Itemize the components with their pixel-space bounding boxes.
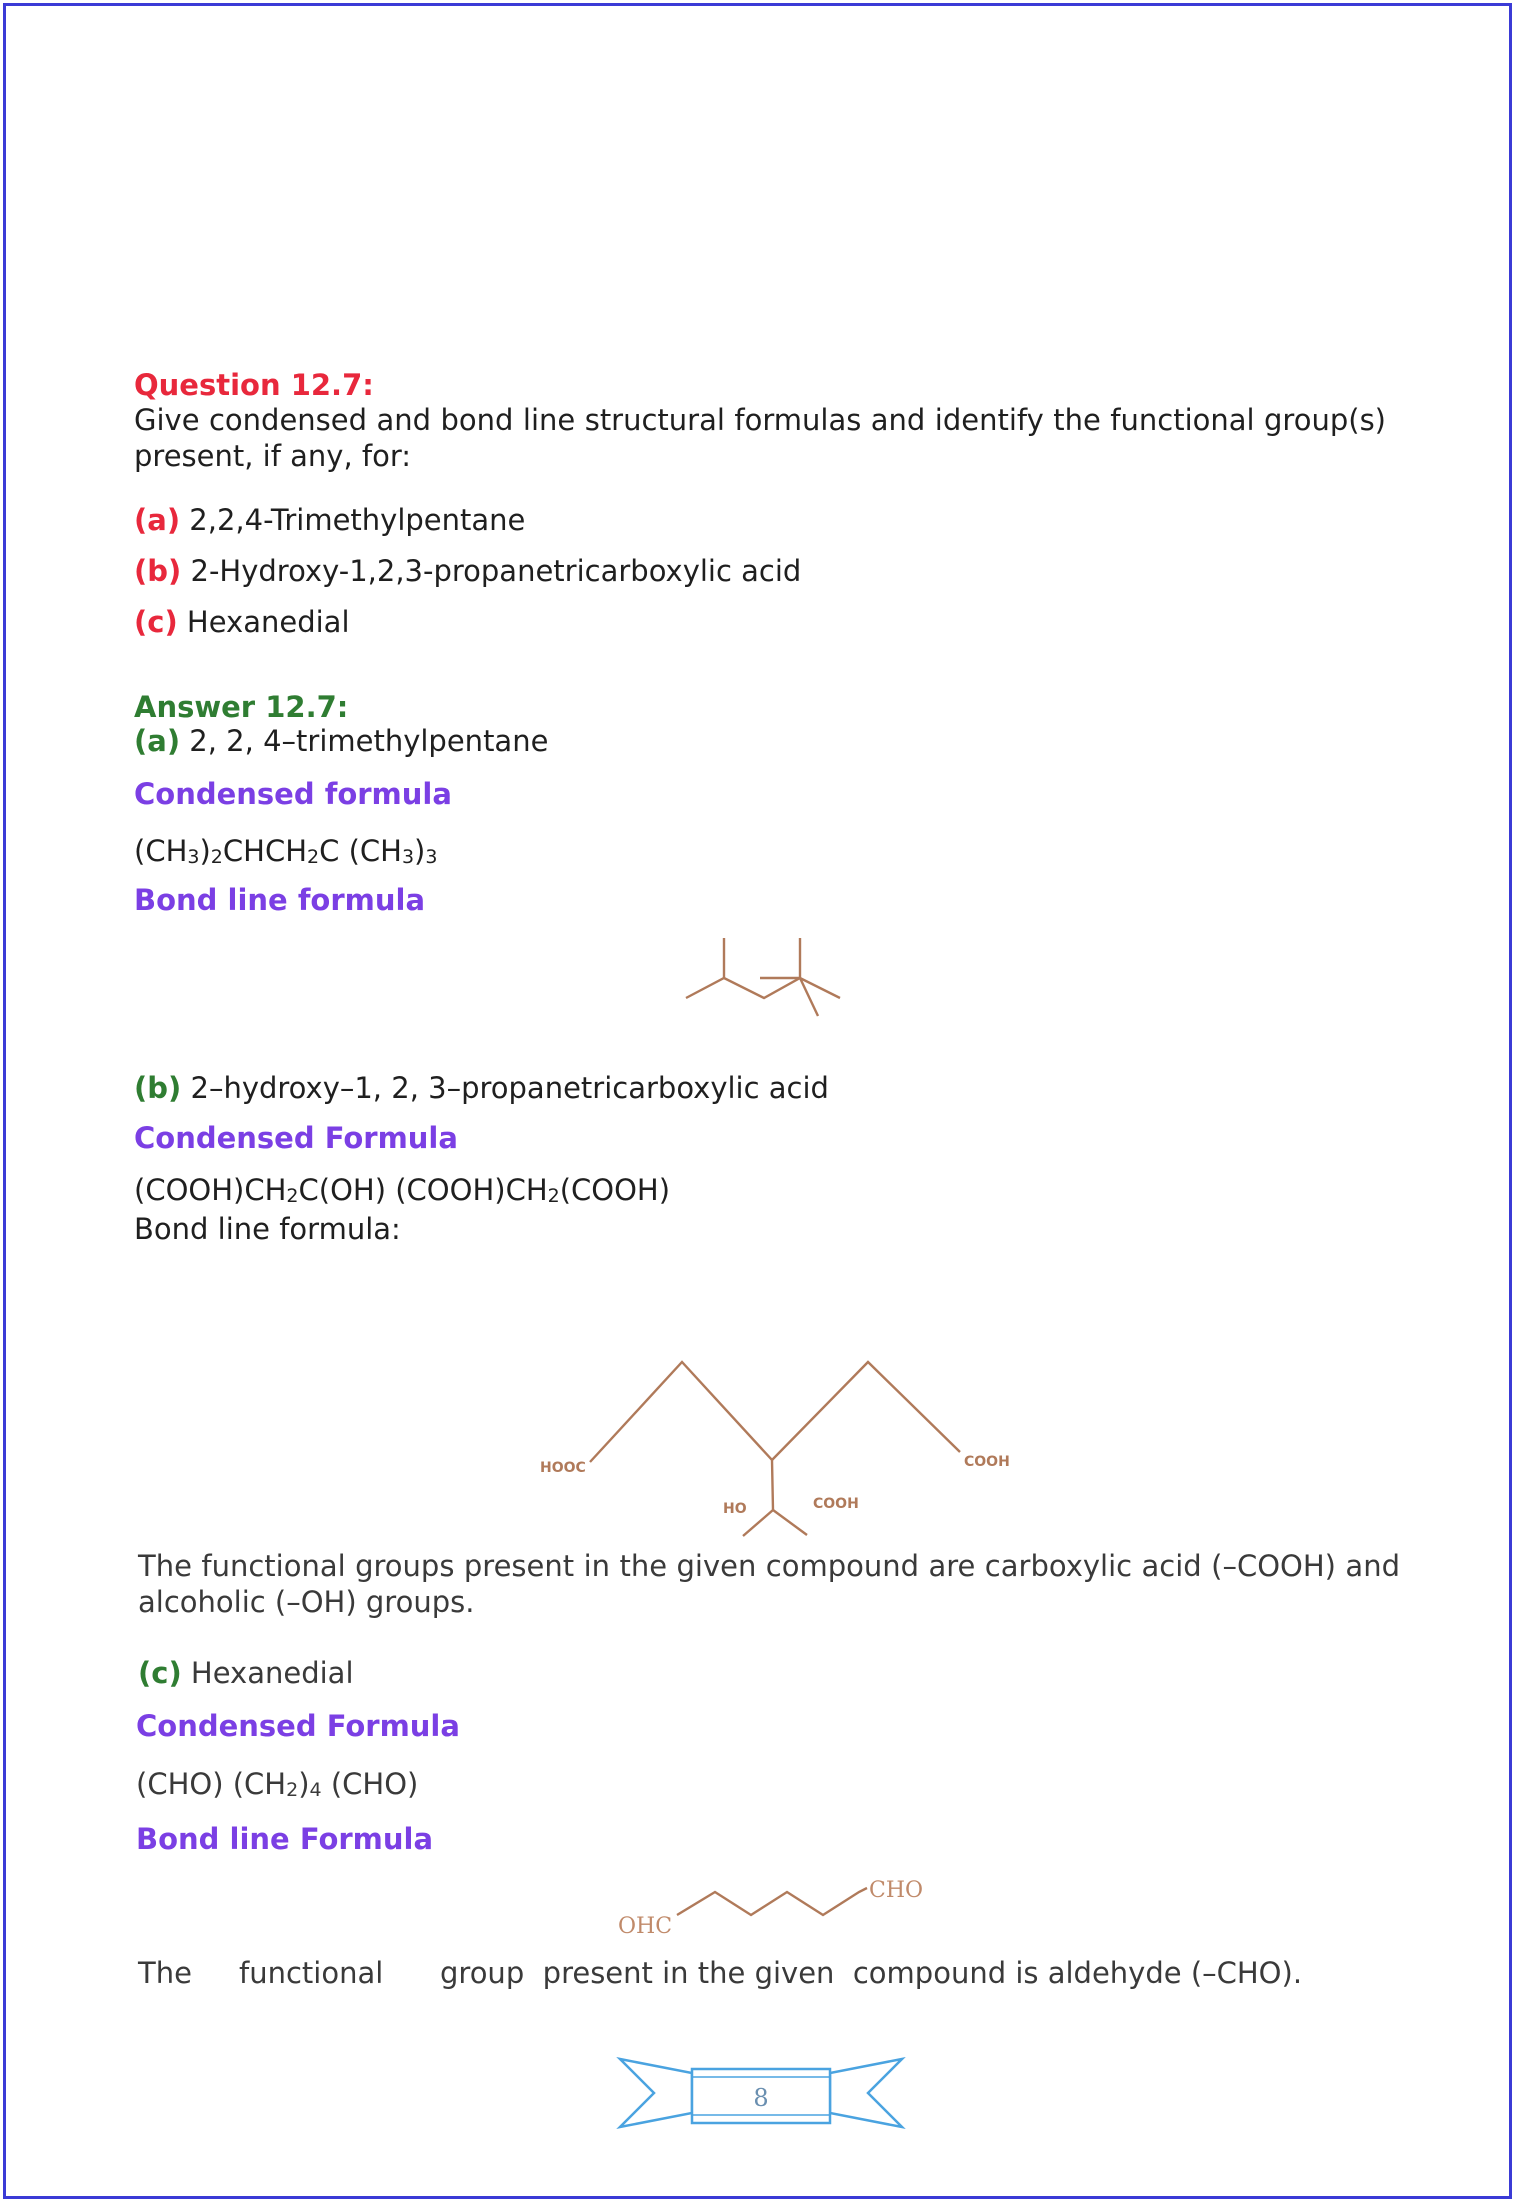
question-title: Question 12.7:: [134, 368, 374, 402]
cho-label: CHO: [869, 1878, 924, 1903]
part-name: 2–hydroxy–1, 2, 3–propanetricarboxylic acid: [190, 1071, 829, 1105]
item-text: 2,2,4-Trimethylpentane: [189, 503, 526, 537]
functional-groups-text-b: The functional groups present in the given compound are carboxylic acid (–COOH) and alcoholic (–OH) groups.: [138, 1549, 1400, 1619]
ho-label: HO: [723, 1501, 747, 1517]
question-item-b: [134, 553, 801, 589]
cooh-label-right: COOH: [964, 1454, 1010, 1470]
part-label: (c): [138, 1656, 182, 1690]
condensed-heading-a: Condensed formula: [134, 777, 452, 811]
bond-line-text-b: Bond line formula:: [134, 1212, 401, 1246]
part-label: (a): [134, 724, 181, 758]
bond-line-structure-b: [530, 1350, 1030, 1520]
bond-line-structure-a: [680, 930, 850, 1020]
condensed-formula-c: (CHO) $(CH_2)_4$ (CHO): [136, 1767, 419, 1801]
item-label: (b): [134, 554, 182, 588]
answer-part-c-name: [138, 1655, 354, 1691]
condensed-heading-b: Condensed Formula: [134, 1121, 458, 1155]
answer-part-a-name: [134, 723, 548, 759]
condensed-formula-a: $(CH_3)_2CHCH_2C$ $(CH_3)_3$: [134, 834, 438, 868]
condensed-formula-b: $(COOH)CH_2C(OH)$ $(COOH)CH_2(COOH)$: [134, 1173, 671, 1207]
page-number-ribbon: [614, 2055, 908, 2135]
bond-line-heading-a: Bond line formula: [134, 883, 426, 917]
bond-line-heading-c: Bond line Formula: [136, 1822, 434, 1856]
item-label: (c): [134, 605, 178, 639]
part-label: (b): [134, 1071, 182, 1105]
item-text: Hexanedial: [186, 605, 350, 639]
question-item-c: [134, 604, 350, 640]
bond-line-structure-c: [615, 1870, 935, 1940]
fg-word-functional: functional: [239, 1956, 384, 1990]
condensed-heading-c: Condensed Formula: [136, 1709, 460, 1743]
item-text: 2-Hydroxy-1,2,3-propanetricarboxylic acid: [190, 554, 802, 588]
page-number: 8: [753, 2084, 769, 2112]
question-text: Give condensed and bond line structural formulas and identify the functional group(s) present, if any, for:: [134, 403, 1386, 473]
question-item-a: [134, 502, 525, 538]
hooc-label: HOOC: [540, 1460, 586, 1476]
answer-part-b-name: [134, 1070, 829, 1106]
part-name: 2, 2, 4–trimethylpentane: [189, 724, 549, 758]
fg-word-the: The: [138, 1956, 192, 1990]
cooh-label-bottom: COOH: [813, 1496, 859, 1512]
item-label: (a): [134, 503, 181, 537]
ohc-label: OHC: [618, 1914, 673, 1939]
part-name: Hexanedial: [190, 1656, 354, 1690]
functional-group-text-c: group present in the given compound is aldehyde (–CHO).: [440, 1956, 1303, 1990]
answer-title: Answer 12.7:: [134, 690, 349, 724]
